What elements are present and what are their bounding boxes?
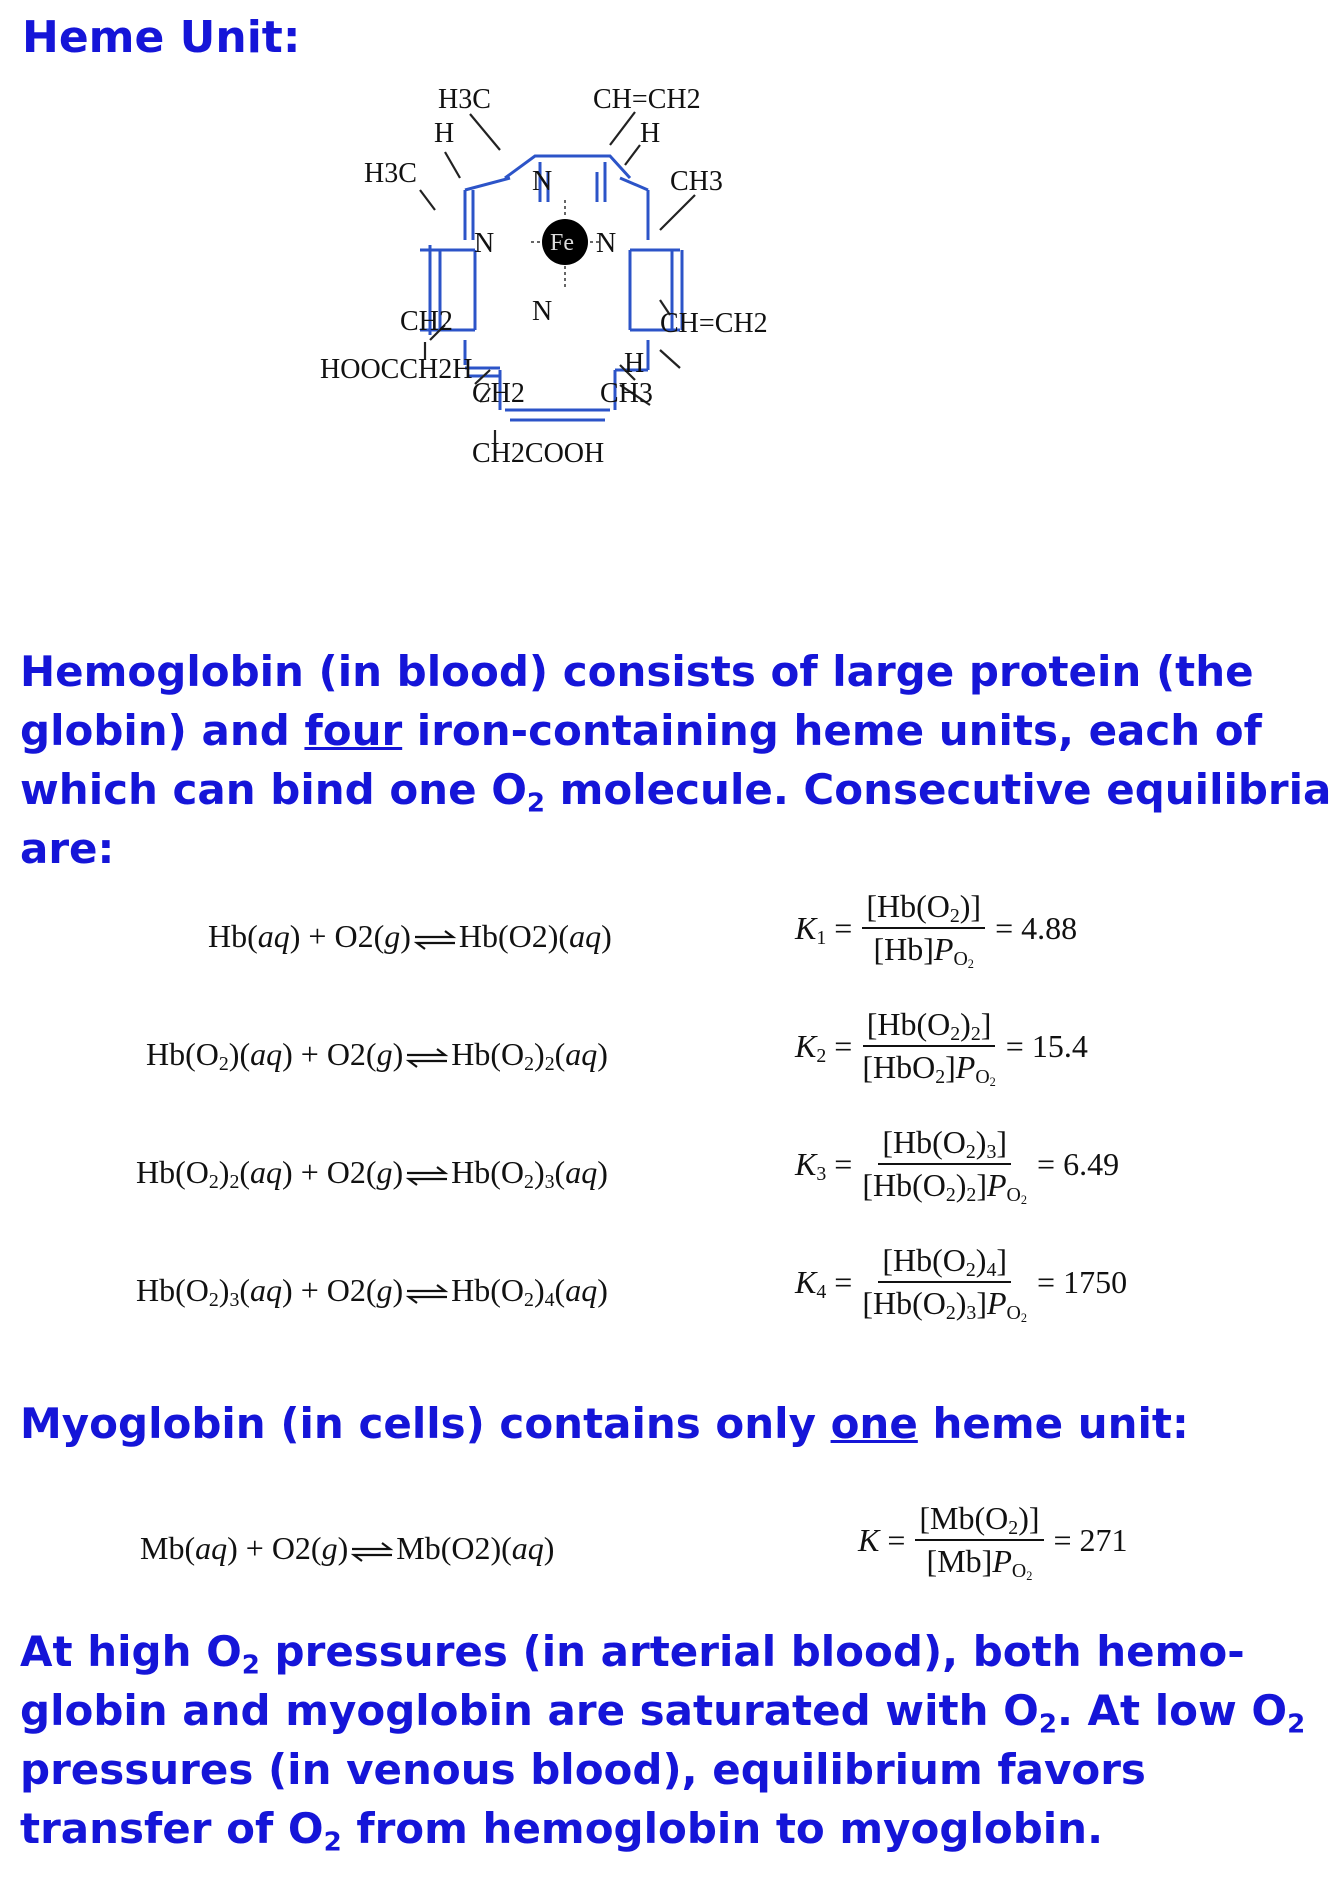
para3-text-b: pressures (in arterial blood), both hemo-globin and myoglobin are saturated with O <box>20 1627 1245 1735</box>
product-state: aq <box>565 1154 598 1190</box>
para1-text-b: iron-containing heme units, each of which can bind one O <box>20 706 1262 814</box>
label-hoocch2h: HOOCCH2H <box>320 354 473 385</box>
hemoglobin-paragraph <box>20 642 1339 878</box>
reactant-state: aq <box>250 1154 283 1190</box>
label-h-top-right: H <box>640 118 661 149</box>
reactant: Hb( <box>208 918 258 954</box>
equilibrium-constant-expression <box>795 1242 1128 1326</box>
o2-state: g <box>321 1530 338 1566</box>
reactant-state: aq <box>250 1036 283 1072</box>
product-close: ) <box>597 1272 608 1308</box>
k-numerator: [Hb(O2)2] <box>863 1006 996 1047</box>
k-value: = 1750 <box>1037 1263 1128 1300</box>
para2-underlined-one: one <box>830 1399 918 1448</box>
para3-sub-2: 2 <box>1038 1709 1057 1740</box>
reactant-state: aq <box>195 1530 228 1566</box>
product-tail: )( <box>490 1530 512 1566</box>
k-numerator: [Hb(O2)3] <box>878 1124 1011 1165</box>
para3-sub-1: 2 <box>241 1650 260 1681</box>
product-state: aq <box>565 1272 598 1308</box>
label-ch2-left: CH2 <box>400 306 453 337</box>
oxygen-transfer-paragraph <box>20 1622 1339 1858</box>
k-label: K1 = <box>795 909 853 949</box>
reactant-tail: ) + O <box>282 1036 350 1072</box>
o2-close: ) <box>392 1272 404 1308</box>
label-fe: Fe <box>550 230 574 256</box>
label-n-top: N <box>532 166 553 197</box>
para2-text-b: heme unit: <box>917 1399 1189 1448</box>
product-mid-sub: 2 <box>474 1530 491 1566</box>
k-fraction <box>862 888 985 972</box>
product-close: ) <box>597 1154 608 1190</box>
reactant: Hb(O2)3( <box>136 1272 251 1311</box>
chemical-equation <box>146 1036 608 1073</box>
product: Hb(O <box>458 918 532 954</box>
label-ch-ch2-right: CH=CH2 <box>660 308 768 339</box>
product: Hb(O2)2( <box>451 1036 566 1075</box>
label-h-bottom-right: H <box>624 348 645 379</box>
label-h-top-left: H <box>434 118 455 149</box>
chemical-equation <box>208 918 612 955</box>
equilibrium-arrow-icon <box>405 1165 449 1187</box>
k-label: K2 = <box>795 1027 853 1067</box>
k-numerator: [Hb(O2)] <box>862 888 985 929</box>
k-fraction <box>862 1242 1028 1326</box>
chemical-equation <box>136 1154 608 1191</box>
label-n-bottom: N <box>532 296 553 327</box>
product-state: aq <box>511 1530 544 1566</box>
o2-sub: 2 <box>349 1272 366 1308</box>
o2-close: ) <box>400 918 411 954</box>
reactant-state: aq <box>257 918 290 954</box>
para3-text-c: . At low O <box>1056 1686 1288 1735</box>
k-denominator: [Hb(O2)3]PO2 <box>862 1285 1028 1326</box>
o2-open: ( <box>373 918 385 954</box>
para1-underlined-four: four <box>304 706 403 755</box>
k-numerator: [Mb(O2)] <box>915 1500 1043 1541</box>
para3-sub-4: 2 <box>323 1827 342 1858</box>
equilibrium-constant-expression <box>795 1006 1088 1090</box>
reactant-tail: ) + O <box>227 1530 295 1566</box>
reactant: Hb(O2)( <box>146 1036 251 1075</box>
label-ch2cooh: CH2COOH <box>472 438 605 469</box>
equilibrium-constant-expression <box>795 888 1078 972</box>
chemical-equation <box>140 1530 554 1567</box>
reactant-tail: ) + O <box>289 918 358 954</box>
o2-open: ( <box>365 1036 377 1072</box>
equilibrium-arrow-icon <box>413 929 457 951</box>
k-fraction <box>862 1124 1028 1208</box>
o2-open: ( <box>310 1530 322 1566</box>
label-ch3-right: CH3 <box>670 166 723 197</box>
para3-text-a: At high O <box>20 1627 242 1676</box>
k-label: K4 = <box>795 1263 853 1303</box>
label-n-left: N <box>474 228 495 259</box>
para3-sub-3: 2 <box>1287 1709 1306 1740</box>
k-value: = 271 <box>1053 1521 1128 1558</box>
para1-sub: 2 <box>526 788 546 819</box>
label-ch-ch2-top: CH=CH2 <box>593 84 701 115</box>
heme-structure-diagram <box>320 84 970 570</box>
reactant: Mb( <box>140 1530 196 1566</box>
k-value: = 4.88 <box>995 909 1078 946</box>
k-value: = 15.4 <box>1005 1027 1088 1064</box>
k-label: K = <box>858 1521 906 1558</box>
k-fraction <box>915 1500 1043 1584</box>
label-h3c-left: H3C <box>364 158 417 189</box>
equilibrium-constant-expression <box>795 1124 1120 1208</box>
k-numerator: [Hb(O2)4] <box>878 1242 1011 1283</box>
o2-state: g <box>376 1154 393 1190</box>
para3-text-d: pressures (in venous blood), equilibrium favors transfer of O <box>20 1745 1146 1853</box>
o2-close: ) <box>392 1154 404 1190</box>
k-denominator: [Mb]PO2 <box>926 1543 1033 1584</box>
reactant-state: aq <box>250 1272 283 1308</box>
o2-state: g <box>376 1036 393 1072</box>
chemical-equation <box>136 1272 608 1309</box>
o2-state: g <box>376 1272 393 1308</box>
k-denominator: [Hb]PO2 <box>873 931 974 972</box>
product-mid-sub: 2 <box>531 918 548 954</box>
o2-state: g <box>384 918 401 954</box>
product: Hb(O2)4( <box>451 1272 566 1311</box>
para2-text-a: Myoglobin (in cells) contains only <box>20 1399 831 1448</box>
reactant-tail: ) + O <box>282 1154 350 1190</box>
para1-text-a: Hemoglobin (in blood) consists of large protein (the globin) and <box>20 647 1254 755</box>
k-denominator: [Hb(O2)2]PO2 <box>862 1167 1028 1208</box>
reactant-tail: ) + O <box>282 1272 350 1308</box>
product: Mb(O <box>396 1530 475 1566</box>
page-heading: Heme Unit: <box>22 12 301 63</box>
k-label: K3 = <box>795 1145 853 1185</box>
reactant: Hb(O2)2( <box>136 1154 251 1193</box>
label-n-right: N <box>596 228 617 259</box>
k-value: = 6.49 <box>1037 1145 1120 1182</box>
top-pyrrole-ring <box>505 156 630 178</box>
o2-sub: 2 <box>357 918 374 954</box>
o2-open: ( <box>365 1272 377 1308</box>
o2-sub: 2 <box>349 1036 366 1072</box>
o2-close: ) <box>337 1530 349 1566</box>
label-h3c-top: H3C <box>438 84 491 115</box>
substituent-bonds <box>420 112 695 445</box>
myoglobin-paragraph <box>20 1394 1189 1453</box>
o2-open: ( <box>365 1154 377 1190</box>
o2-sub: 2 <box>349 1154 366 1190</box>
k-denominator: [HbO2]PO2 <box>862 1049 996 1090</box>
equilibrium-arrow-icon <box>405 1283 449 1305</box>
product-close: ) <box>601 918 612 954</box>
product-close: ) <box>597 1036 608 1072</box>
product-tail: )( <box>547 918 570 954</box>
o2-sub: 2 <box>294 1530 311 1566</box>
product-state: aq <box>565 1036 598 1072</box>
label-ch3-bottom: CH3 <box>600 378 653 409</box>
product: Hb(O2)3( <box>451 1154 566 1193</box>
product-state: aq <box>569 918 602 954</box>
o2-close: ) <box>392 1036 404 1072</box>
equilibrium-arrow-icon <box>405 1047 449 1069</box>
label-ch2-bottom: CH2 <box>472 378 525 409</box>
equilibrium-arrow-icon <box>350 1541 394 1563</box>
para3-text-e: from hemoglobin to myoglobin. <box>341 1804 1104 1853</box>
equilibrium-constant-expression <box>858 1500 1128 1584</box>
product-close: ) <box>543 1530 555 1566</box>
k-fraction <box>862 1006 996 1090</box>
para1-text-c: molecule. Consecutive equilibria are: <box>20 765 1332 873</box>
